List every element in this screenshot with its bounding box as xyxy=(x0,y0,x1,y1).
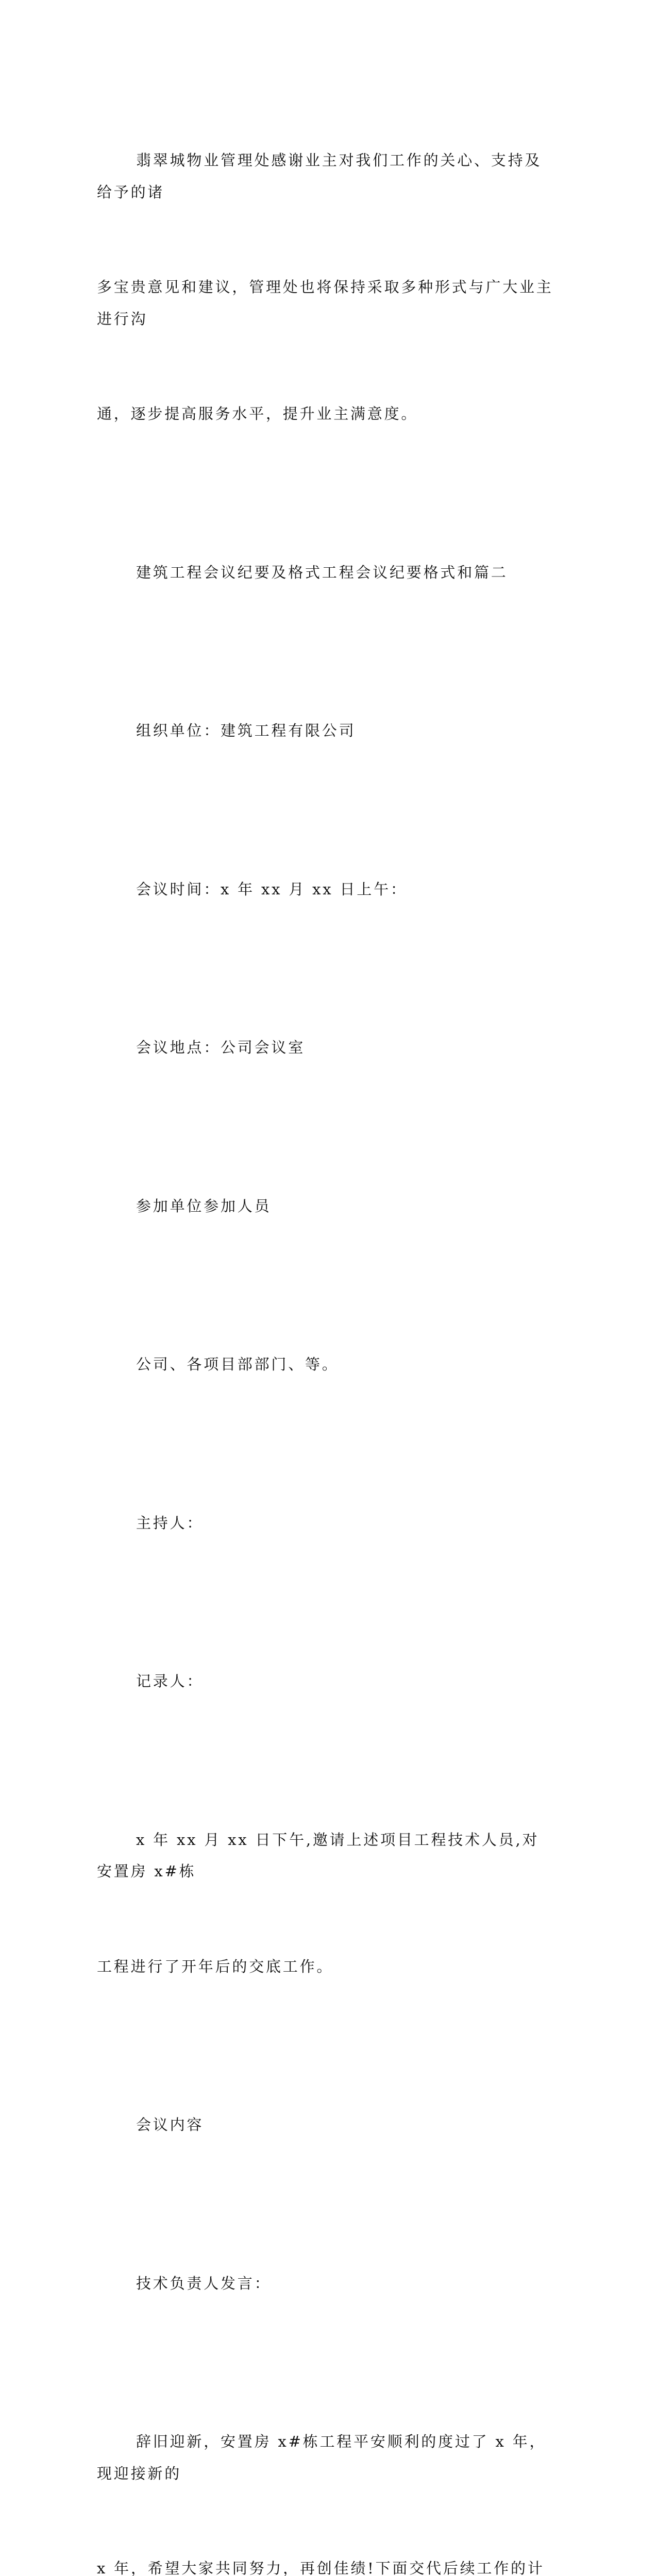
meeting-location-line xyxy=(97,969,555,1127)
speaker-heading xyxy=(97,2205,555,2363)
meeting-content-heading xyxy=(97,2046,555,2205)
text-line: 技术负责人发言： xyxy=(136,2274,272,2292)
recorder-line xyxy=(97,1602,555,1761)
section-title xyxy=(97,494,555,652)
text-line: 辞旧迎新，安置房 x#栋工程平安顺利的度过了 x 年，现迎接新的 xyxy=(97,2433,547,2482)
document-body xyxy=(97,81,555,2576)
text-line: 会议时间：x 年 xx 月 xx 日上午： xyxy=(136,880,408,898)
paragraph-new-year xyxy=(97,2363,555,2576)
text-line: 公司、各项目部部门、等。 xyxy=(136,1355,339,1373)
text-line: 会议地点：公司会议室 xyxy=(136,1039,306,1056)
paragraph-thanks xyxy=(97,81,555,494)
text-line: 多宝贵意见和建议，管理处也将保持采取多种形式与广大业主进行沟 xyxy=(97,278,553,328)
text-line: 主持人： xyxy=(136,1514,204,1532)
text-line: 通，逐步提高服务水平，提升业主满意度。 xyxy=(97,405,418,422)
attendees-heading xyxy=(97,1127,555,1286)
text-line: 工程进行了开年后的交底工作。 xyxy=(97,1957,334,1975)
attendees-list xyxy=(97,1285,555,1444)
host-line xyxy=(97,1444,555,1603)
text-line: 会议内容 xyxy=(136,2116,204,2133)
text-line: 组织单位：建筑工程有限公司 xyxy=(136,722,356,739)
meeting-time-line xyxy=(97,810,555,969)
organizer-line xyxy=(97,652,555,810)
text-line: 翡翠城物业管理处感谢业主对我们工作的关心、支持及给予的诸 xyxy=(97,151,542,201)
text-line: 记录人： xyxy=(136,1672,204,1690)
text-line: 建筑工程会议纪要及格式工程会议纪要格式和篇二 xyxy=(136,563,508,581)
text-line: 参加单位参加人员 xyxy=(136,1197,272,1215)
paragraph-intro xyxy=(97,1761,555,2046)
text-line: x 年 xx 月 xx 日下午,邀请上述项目工程技术人员,对安置房 x#栋 xyxy=(97,1831,540,1880)
text-line: x 年，希望大家共同努力，再创佳绩!下面交代后续工作的计 xyxy=(97,2560,545,2576)
